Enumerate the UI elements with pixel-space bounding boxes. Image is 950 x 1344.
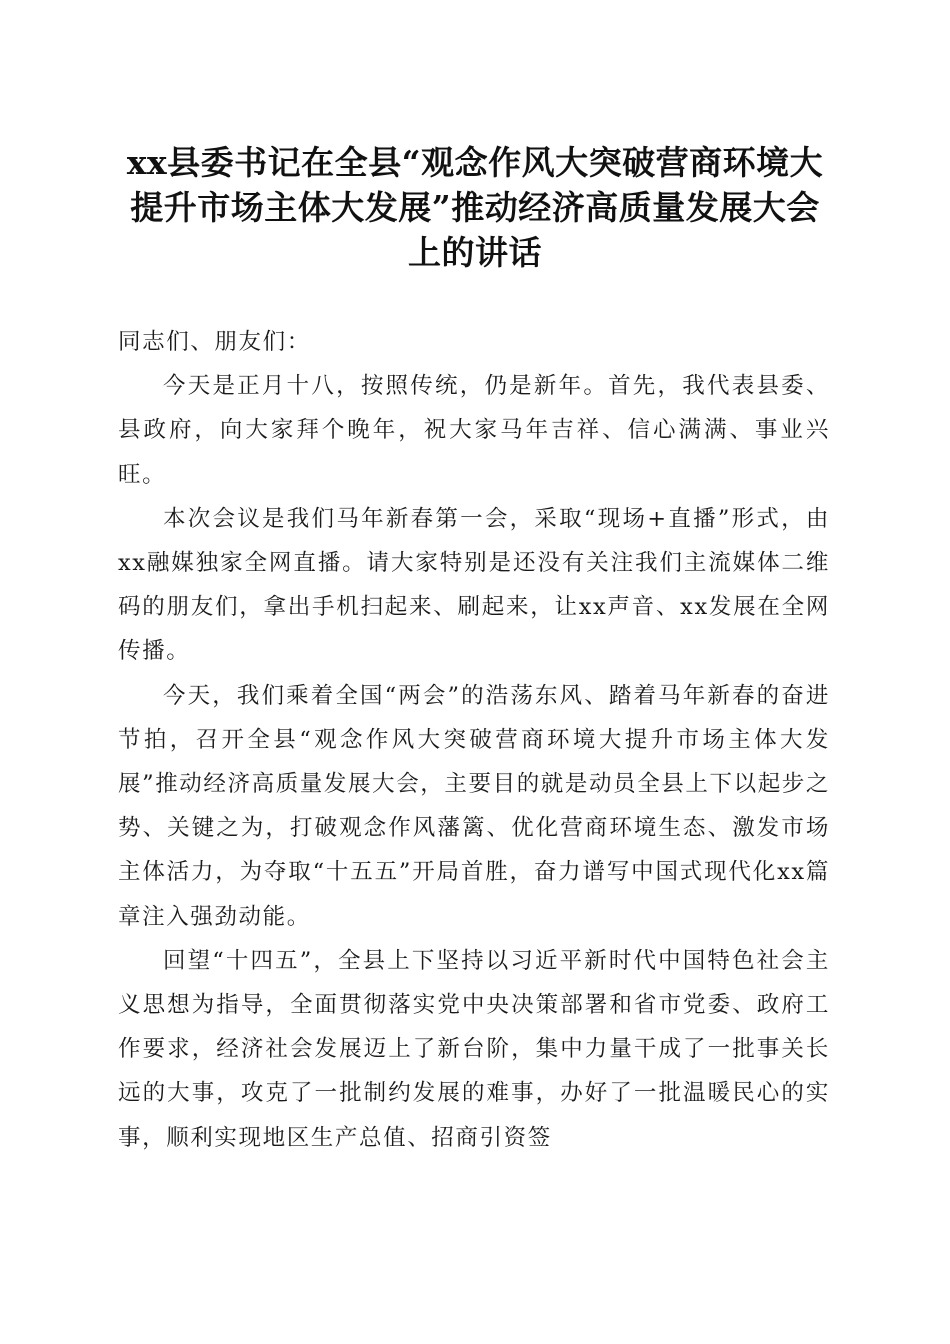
document-title: xx县委书记在全县“观念作风大突破营商环境大提升市场主体大发展”推动经济高质量发展大会上的讲话: [126, 143, 824, 272]
body-paragraph: 回望“十四五”，全县上下坚持以习近平新时代中国特色社会主义思想为指导，全面贯彻落实党中央决策部署和省市党委、政府工作要求，经济社会发展迈上了新台阶，集中力量干成了一批事关长远的大事，攻克了一批制约发展的难事，办好了一批温暖民心的实事，顺利实现地区生产总值、招商引资签: [118, 947, 830, 1151]
body-paragraph: 本次会议是我们马年新春第一会，采取“现场+直播”形式，由xx融媒独家全网直播。请大家特别是还没有关注我们主流媒体二维码的朋友们，拿出手机扫起来、刷起来，让xx声音、xx发展在全网传播。: [118, 505, 830, 665]
document-body: [118, 320, 830, 1160]
body-paragraph: 今天是正月十八，按照传统，仍是新年。首先，我代表县委、县政府，向大家拜个晚年，祝大家马年吉祥、信心满满、事业兴旺。: [118, 373, 830, 488]
salutation: 同志们、朋友们：: [118, 329, 311, 355]
body-paragraph: 今天，我们乘着全国“两会”的浩荡东风、踏着马年新春的奋进节拍，召开全县“观念作风大突破营商环境大提升市场主体大发展”推动经济高质量发展大会，主要目的就是动员全县上下以起步之势、关键之为，打破观念作风藩篱、优化营商环境生态、激发市场主体活力，为夺取“十五五”开局首胜，奋力谱写中国式现代化xx篇章注入强劲动能。: [118, 682, 831, 930]
